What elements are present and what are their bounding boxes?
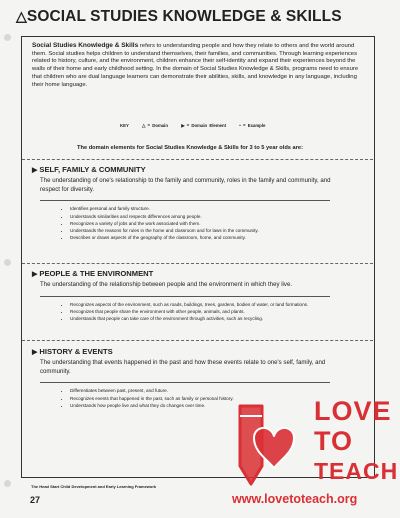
list-item: • Understands similarities and respects differences among people.	[70, 213, 350, 220]
list-item: • Understands that people can take care of the environment through activities, such as recycling.	[70, 315, 350, 322]
list-item: • Identifies personal and family structure.	[70, 205, 350, 212]
section-description: The understanding of one's relationship to the family and community, roles in the family and community, and respect for diversity.	[40, 177, 331, 193]
section-title: ▶ HISTORY & EVENTS	[32, 347, 113, 356]
section-description: The understanding that events happened in the past and how these events relate to one's self, family, and community.	[40, 359, 326, 375]
punch-hole	[4, 480, 11, 487]
section-people-environment	[32, 269, 362, 322]
list-item: • Recognizes that people share the environment with other people, animals, and plants.	[70, 308, 350, 315]
key-domain: △ = Domain	[142, 123, 169, 128]
list-item: • Recognizes a variety of jobs and the work associated with them.	[70, 220, 350, 227]
domain-heading: The domain elements for Social Studies Knowledge & Skills for 3 to 5 year olds are:	[77, 145, 303, 151]
love-to-teach-watermark	[232, 396, 399, 510]
key-label: KEY	[120, 123, 129, 128]
pencil-heart-icon	[232, 400, 312, 490]
example-list	[32, 205, 350, 241]
logo-line-1: LOVE	[314, 396, 392, 426]
intro-paragraph	[32, 42, 362, 89]
intro-text: refers to understanding people and how they relate to others and the world around them. Social studies helps children to understand themselves, their families, and communities. Through learning experiences related to history, culture, and the environment, children enhance their self-identity and expand their experiences beyond the walls of their home and early childhood setting. In the domain of Social Studies Knowledge & Skills, programs need to ensure that children who are dual language learners can demonstrate their abilities, skills, and knowledge in any language, including their home language.	[32, 43, 359, 88]
footer-text: The Head Start Child Development and Early Learning Framework	[31, 484, 157, 489]
page-number: 27	[30, 495, 41, 505]
logo-url[interactable]: www.lovetoteach.org	[232, 492, 358, 506]
logo-line-2: TO	[314, 426, 354, 456]
section-rule	[40, 296, 330, 297]
section-rule	[40, 200, 330, 201]
section-description: The understanding of the relationship between people and the environment in which they live.	[40, 281, 293, 288]
section-title: ▶ SELF, FAMILY & COMMUNITY	[32, 165, 146, 174]
section-rule	[40, 382, 330, 383]
list-item: • Recognizes events that happened in the past, such as family or personal history.	[70, 395, 350, 402]
punch-hole	[4, 34, 11, 41]
list-item: • Understands the reasons for rules in the home and classroom and for laws in the community.	[70, 227, 350, 234]
punch-hole	[4, 259, 11, 266]
section-divider	[22, 159, 373, 160]
triangle-icon: △	[16, 8, 27, 24]
list-item: • Understands how people live and what they do changes over time.	[70, 402, 350, 409]
list-item: • Differentiates between past, present, and future.	[70, 387, 350, 394]
list-item: • Recognizes aspects of the environment, such as roads, buildings, trees, gardens, bodies of water, or land formations.	[70, 301, 350, 308]
intro-term: Social Studies Knowledge & Skills	[32, 42, 139, 49]
section-divider	[22, 340, 373, 341]
example-list	[32, 301, 350, 323]
page-title: △SOCIAL STUDIES KNOWLEDGE & SKILLS	[16, 8, 342, 25]
logo-line-3: TEACH	[314, 458, 399, 484]
key-element: ▶ = Domain Element	[181, 123, 227, 128]
section-title: ▶ PEOPLE & THE ENVIRONMENT	[32, 269, 154, 278]
section-divider	[22, 263, 373, 264]
list-item: • Describes or draws aspects of the geography of the classroom, home, and community.	[70, 234, 350, 241]
key-example: • = Example	[239, 123, 266, 128]
arrow-icon: ▶	[32, 271, 38, 278]
arrow-icon: ▶	[32, 167, 38, 174]
section-self-family-community	[32, 165, 362, 241]
key-legend	[120, 123, 276, 129]
arrow-icon: ▶	[32, 349, 38, 356]
